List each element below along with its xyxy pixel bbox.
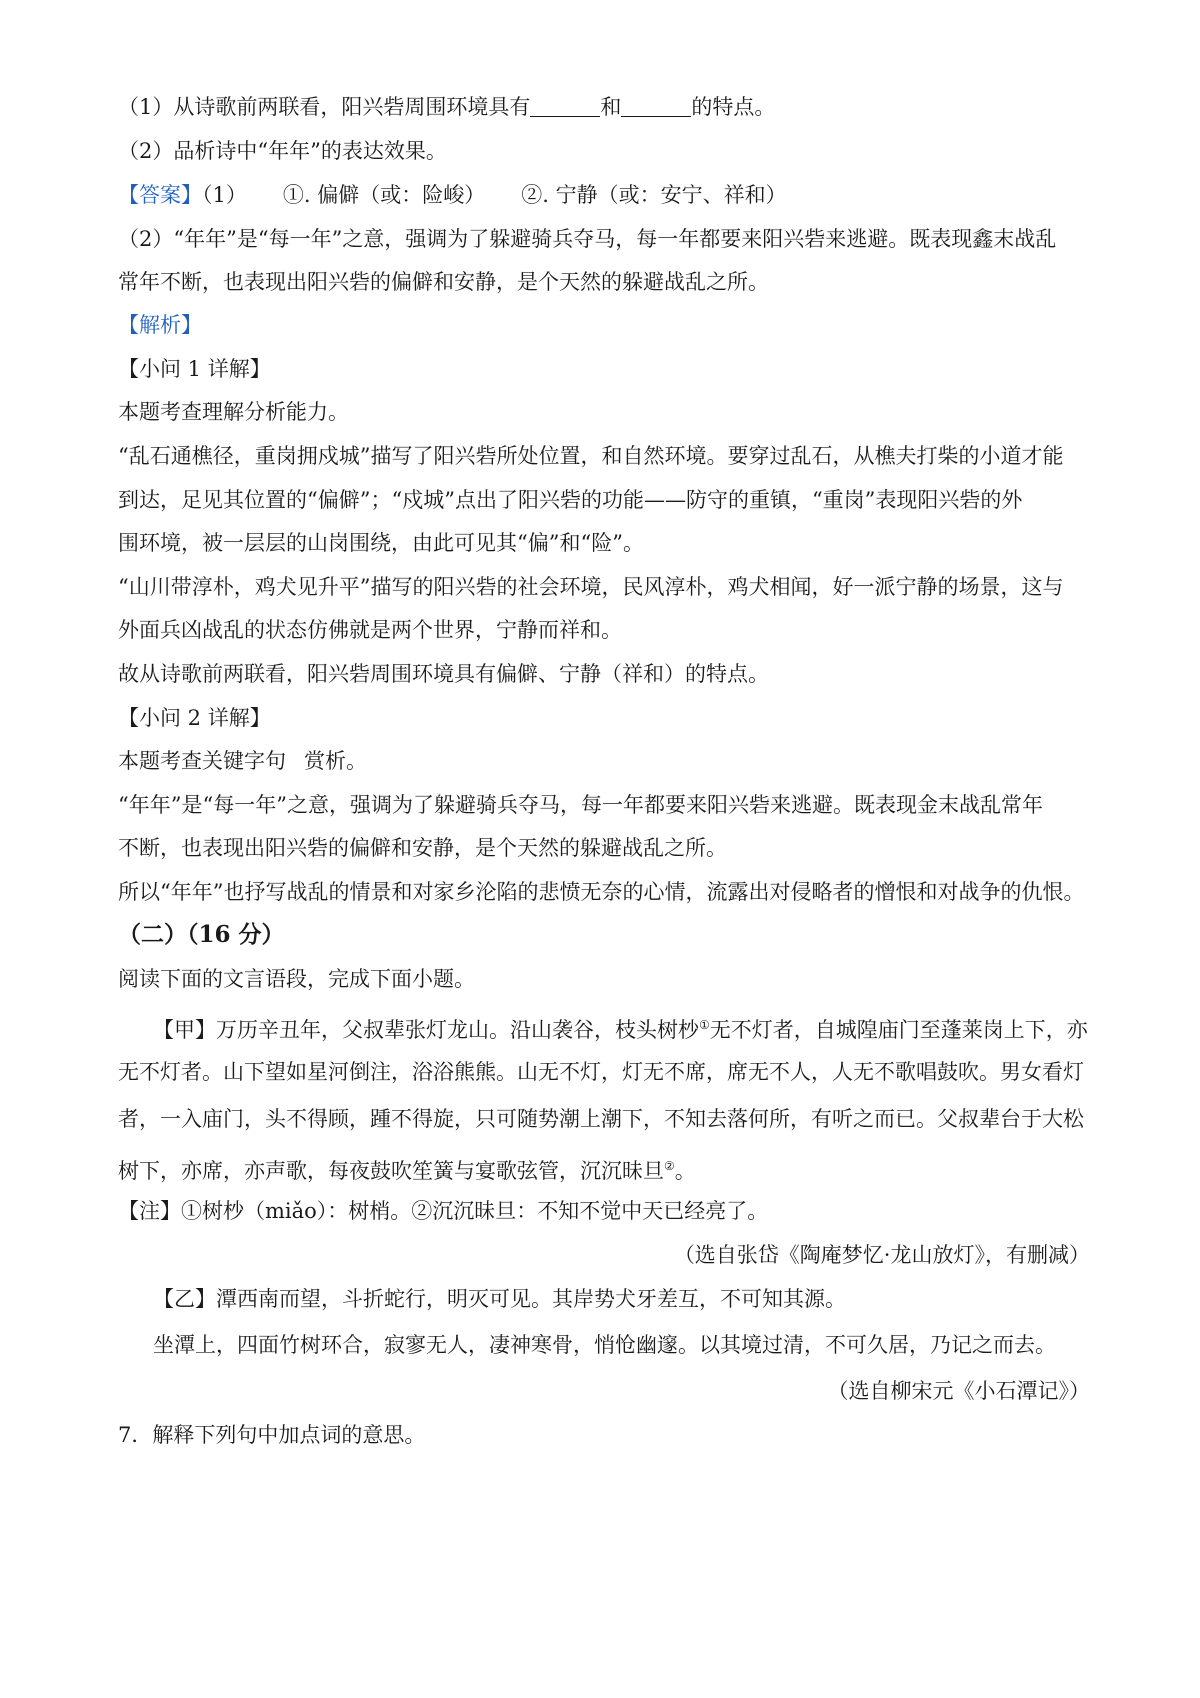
- answer-line-1: 【答案】（1） ①. 偏僻（或：险峻） ②. 宁静（或：安宁、祥和）: [118, 183, 787, 207]
- passage-yi-line-1: 【乙】潭西南而望，斗折蛇行，明灭可见。其岸势犬牙差互，不可知其源。: [153, 1287, 846, 1311]
- analysis-label: 【解析】: [118, 313, 202, 337]
- section-intro: 阅读下面的文言语段，完成下面小题。: [118, 967, 475, 991]
- passage-jia-line-1: 【甲】万历辛丑年，父叔辈张灯龙山。沿山袭谷，枝头树杪①无不灯者，自城隍庙门至蓬莱岗上下，亦: [153, 1018, 1088, 1042]
- footnote: 【注】①树杪（miǎo）：树梢。②沉沉昧旦：不知不觉中天已经亮了。: [118, 1199, 769, 1223]
- answer-label: 【答案】: [118, 183, 202, 207]
- answer-line-2: （2）“年年”是“每一年”之意，强调为了躲避骑兵夺马，每一年都要来阳兴砦来逃避。既表现鑫末战乱: [118, 227, 1057, 251]
- sub-question-1-title: 【小问 1 详解】: [118, 357, 271, 381]
- sub1-line-4: 围环境，被一层层的山岗围绕，由此可见其“偏”和“险”。: [118, 531, 644, 555]
- footnote-marker-1: ①: [699, 1018, 710, 1032]
- sub1-line-5: “山川带淳朴，鸡犬见升平”描写的阳兴砦的社会环境，民风淳朴，鸡犬相闻，好一派宁静的场景，这与: [118, 575, 1064, 599]
- footnote-marker-2: ②: [664, 1159, 675, 1173]
- answer-option-1: ①. 偏僻（或：险峻）: [282, 183, 486, 207]
- passage-yi-line-2: 坐潭上，四面竹树环合，寂寥无人，凄神寒骨，悄怆幽邃。以其境过清，不可久居，乃记之而去。: [153, 1333, 1056, 1357]
- passage-jia-line-4: 树下，亦席，亦声歌，每夜鼓吹笙簧与宴歌弦管，沉沉昧旦②。: [118, 1159, 696, 1183]
- answer-line-3: 常年不断，也表现出阳兴砦的偏僻和安静，是个天然的躲避战乱之所。: [118, 270, 769, 294]
- sub1-line-7: 故从诗歌前两联看，阳兴砦周围环境具有偏僻、宁静（祥和）的特点。: [118, 662, 769, 686]
- sub1-line-2: “乱石通樵径，重岗拥戍城”描写了阳兴砦所处位置，和自然环境。要穿过乱石，从樵夫打柴的小道才能: [118, 444, 1064, 468]
- answer-blank-1: [530, 96, 600, 117]
- question-part-1: （1）从诗歌前两联看，阳兴砦周围环境具有 和 的特点。: [118, 95, 776, 119]
- sub2-line-1: 本题考查关键字句 赏析。: [118, 749, 367, 773]
- sub1-line-1: 本题考查理解分析能力。: [118, 400, 349, 424]
- question-part-2: （2）品析诗中“年年”的表达效果。: [118, 139, 447, 163]
- sub-question-2-title: 【小问 2 详解】: [118, 706, 271, 730]
- answer-blank-2: [621, 96, 691, 117]
- answer-option-2: ②. 宁静（或：安宁、祥和）: [521, 183, 787, 207]
- passage-jia-line-3: 者，一入庙门，头不得顾，踵不得旋，只可随势潮上潮下，不知去落何所，有听之而已。父叔辈台于大松: [118, 1107, 1084, 1131]
- sub1-line-3: 到达，足见其位置的“偏僻”；“戍城”点出了阳兴砦的功能——防守的重镇，“重岗”表现阳兴砦的外: [118, 488, 1023, 512]
- question-7: 7．解释下列句中加点词的意思。: [118, 1423, 426, 1447]
- source-citation-2: （选自柳宋元《小石潭记》）: [827, 1379, 1090, 1403]
- sub2-line-4: 所以“年年”也抒写战乱的情景和对家乡沦陷的悲愤无奈的心情，流露出对侵略者的憎恨和对战争的仇恨。: [118, 880, 1085, 904]
- passage-jia-line-2: 无不灯者。山下望如星河倒注，浴浴熊熊。山无不灯，灯无不席，席无不人，人无不歌唱鼓吹。男女看灯: [118, 1060, 1084, 1084]
- sub2-line-3: 不断，也表现出阳兴砦的偏僻和安静，是个天然的躲避战乱之所。: [118, 836, 727, 860]
- source-citation-1: （选自张岱《陶庵梦忆·龙山放灯》，有删减）: [673, 1243, 1090, 1267]
- sub1-line-6: 外面兵凶战乱的状态仿佛就是两个世界，宁静而祥和。: [118, 618, 622, 642]
- sub2-line-2: “年年”是“每一年”之意，强调为了躲避骑兵夺马，每一年都要来阳兴砦来逃避。既表现金末战乱常年: [118, 793, 1043, 817]
- section-heading: （二）（16 分）: [118, 921, 285, 948]
